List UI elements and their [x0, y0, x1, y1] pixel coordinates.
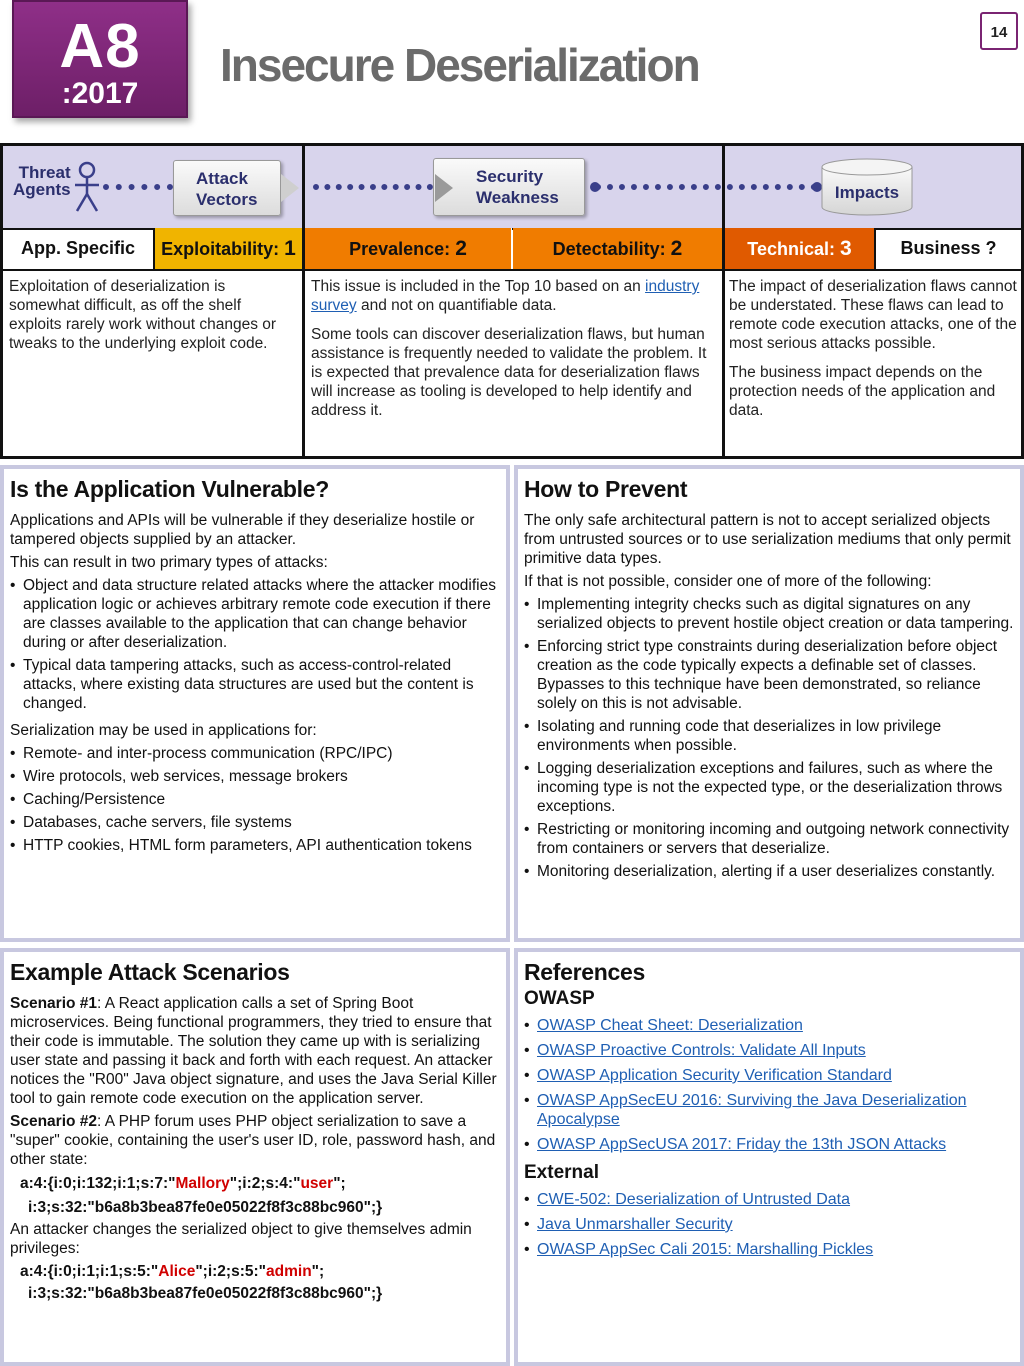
detectability-cell: Detectability: 2 [513, 228, 722, 269]
reference-link[interactable]: Java Unmarshaller Security [537, 1216, 733, 1233]
risk-flow-diagram [3, 146, 1021, 230]
vulnerable-heading: Is the Application Vulnerable? [10, 476, 330, 502]
reference-link[interactable]: OWASP AppSecUSA 2017: Friday the 13th JSON Attacks [537, 1136, 947, 1153]
code-sample: i:3;s:32:"b6a8b3bea87fe0e05022f8f3c88bc960";} [28, 1199, 383, 1216]
serialization-uses-list [10, 744, 500, 855]
list-item [524, 1240, 1014, 1259]
threat-description: Exploitation of deserialization is somewhat difficult, as off the shelf exploits rarely work without changes or tweaks to the underlying exploit code. [9, 278, 277, 352]
risk-code: A8 [59, 12, 141, 81]
stick-figure-icon [73, 161, 101, 213]
arrow-icon [435, 174, 453, 202]
code-sample: a:4:{i:0;i:132;i:1;s:7:"Mallory";i:2;s:4:"user"; [20, 1175, 346, 1192]
attack-vectors-box: Attack Vectors [173, 160, 281, 216]
reference-link[interactable]: OWASP Application Security Verification Standard [537, 1067, 892, 1084]
list-item [524, 1016, 1014, 1035]
prevent-heading: How to Prevent [524, 476, 688, 502]
flow-dots [595, 184, 817, 196]
references-panel [514, 948, 1024, 1366]
industry-survey-link[interactable]: industry survey [311, 278, 700, 314]
security-weakness-box: Security Weakness [433, 158, 585, 216]
risk-badge [12, 0, 188, 118]
attack-types-list [10, 576, 500, 713]
app-specific-cell: App. Specific [20, 238, 136, 258]
external-heading: External [524, 1162, 599, 1183]
reference-link[interactable]: OWASP AppSecEU 2016: Surviving the Java Deserialization Apocalypse [537, 1092, 967, 1128]
business-cell: Business ? [874, 228, 1021, 269]
list-item [524, 1190, 1014, 1209]
page-title: Insecure Deserialization [220, 39, 699, 91]
column-divider [302, 146, 305, 456]
list-item: • Restricting or monitoring incoming and outgoing network connectivity from containers or servers that deserialize. [524, 820, 1014, 858]
arrow-icon [281, 174, 299, 202]
risk-table [0, 143, 1024, 459]
flow-endpoint [590, 182, 600, 192]
weakness-description: This issue is included in the Top 10 based on an industry survey and not on quantifiable data. Some tools can discover deserialization flaws, but human assistance is frequently needed to validate the problem. It is expected that prevalence data for deserialization flaws will increase as tooling is developed to help identify and address it. [311, 278, 707, 419]
list-item [524, 1135, 1014, 1154]
list-item: • Databases, cache servers, file systems [10, 813, 500, 832]
reference-link[interactable]: OWASP Cheat Sheet: Deserialization [537, 1017, 803, 1034]
threat-agents-label: Threat Agents [13, 163, 71, 199]
exploitability-cell: Exploitability: 1 [153, 228, 302, 269]
prevent-list [524, 595, 1014, 881]
owasp-heading: OWASP [524, 988, 595, 1009]
reference-link[interactable]: OWASP Proactive Controls: Validate All Inputs [537, 1042, 866, 1059]
list-item: • Remote- and inter-process communication (RPC/IPC) [10, 744, 500, 763]
reference-link[interactable]: CWE-502: Deserialization of Untrusted Data [537, 1191, 851, 1208]
list-item: • HTTP cookies, HTML form parameters, API authentication tokens [10, 836, 500, 855]
external-references [524, 1190, 1014, 1259]
flow-dots [103, 184, 173, 196]
references-heading: References [524, 959, 646, 985]
page-number: 14 [980, 12, 1018, 50]
impacts-label: Impacts [834, 183, 900, 202]
list-item: • Monitoring deserialization, alerting if a user deserializes constantly. [524, 862, 1014, 881]
list-item: • Implementing integrity checks such as digital signatures on any serialized objects to prevent hostile object creation or data tampering. [524, 595, 1014, 633]
list-item: • Logging deserialization exceptions and failures, such as where the incoming type is not the expected type, or the deserialization throws exceptions. [524, 759, 1014, 816]
list-item: • Enforcing strict type constraints during deserialization before object creation as the code typically expects a definable set of classes. Bypasses to this technique have been demonstrated, so reliance solely on this is not advisable. [524, 637, 1014, 713]
list-item [524, 1041, 1014, 1060]
code-sample: a:4:{i:0;i:1;i:1;s:5:"Alice";i:2;s:5:"admin"; [20, 1263, 325, 1280]
list-item: • Object and data structure related attacks where the attacker modifies application logic or achieves arbitrary remote code execution if there are classes available to the application that can change behavior during or after deserialization. [10, 576, 500, 652]
impact-description: The impact of deserialization flaws cannot be understated. These flaws can lead to remote code execution attacks, one of the most serious attacks possible. The business impact depends on the protection needs of the application and data. [729, 278, 1017, 419]
vulnerable-panel: Is the Application Vulnerable? Applications and APIs will be vulnerable if they deserialize hostile or tampered objects supplied by an attacker. This can result in two primary types of attacks: • Object and data structure related attacks where the attacker modifies application logic or achieves arbitrary remote code execution if there are classes available to the application that can change behavior during or after deserialization. • Typical data tampering attacks, such as access-control-related attacks, where existing data structures are used but the content is changed. Serialization may be used in applications for: • Remote- and inter-process communication (RPC/IPC) • Wire protocols, web services, message brokers • Caching/Persistence • Databases, cache servers, file systems • HTTP cookies, HTML form parameters, API authentication tokens [0, 465, 510, 942]
list-item [524, 1215, 1014, 1234]
risk-year: :2017 [61, 77, 139, 110]
list-item: • Caching/Persistence [10, 790, 500, 809]
code-sample: i:3;s:32:"b6a8b3bea87fe0e05022f8f3c88bc960";} [28, 1285, 383, 1302]
list-item [524, 1066, 1014, 1085]
list-item [524, 1091, 1014, 1129]
list-item: • Isolating and running code that deserializes in low privilege environments when possible. [524, 717, 1014, 755]
prevalence-cell: Prevalence: 2 [305, 228, 512, 269]
flow-dots [313, 184, 433, 196]
owasp-references [524, 1016, 1014, 1154]
scenarios-panel: Example Attack Scenarios Scenario #1: A React application calls a set of Spring Boot microservices. Being functional programmers, they tried to ensure that their code is immutable. The solution they came up with is serializing user state and passing it back and forth with each request. An attacker notices the "R00" Java object signature, and uses the Java Serial Killer tool to gain remote code execution on the application server. Scenario #2: A PHP forum uses PHP object serialization to save a "super" cookie, containing the user's user ID, role, password hash, and other state: a:4:{i:0;i:132;i:1;s:7:"Mallory";i:2;s:4:"user"; i:3;s:32:"b6a8b3bea87fe0e05022f8f3c88bc960";} An attacker changes the serialized object to give themselves admin privileges: a:4:{i:0;i:1;i:1;s:5:"Alice";i:2;s:5:"admin"; i:3;s:32:"b6a8b3bea87fe0e05022f8f3c88bc960";} [0, 948, 510, 1366]
prevent-panel: How to Prevent The only safe architectural pattern is not to accept serialized objects from untrusted sources or to use serialization mediums that only permit primitive data types. If that is not possible, consider one of more of the following: • Implementing integrity checks such as digital signatures on any serialized objects to prevent hostile object creation or data tampering. • Enforcing strict type constraints during deserialization before object creation as the code typically expects a definable set of classes. Bypasses to this technique have been demonstrated, so reliance solely on this is not advisable. • Isolating and running code that deserializes in low privilege environments when possible. • Logging deserialization exceptions and failures, such as where the incoming type is not the expected type, or the deserialization throws exceptions. • Restricting or monitoring incoming and outgoing network connectivity from containers or servers that deserialize. • Monitoring deserialization, alerting if a user deserializes constantly. [514, 465, 1024, 942]
list-item: • Typical data tampering attacks, such as access-control-related attacks, where existing data structures are used but the content is changed. [10, 656, 500, 713]
technical-cell: Technical: 3 [725, 228, 874, 269]
reference-link[interactable]: OWASP AppSec Cali 2015: Marshalling Pickles [537, 1241, 874, 1258]
scenarios-heading: Example Attack Scenarios [10, 959, 290, 985]
column-divider [722, 146, 725, 456]
ratings-row [3, 228, 1021, 271]
list-item: • Wire protocols, web services, message brokers [10, 767, 500, 786]
